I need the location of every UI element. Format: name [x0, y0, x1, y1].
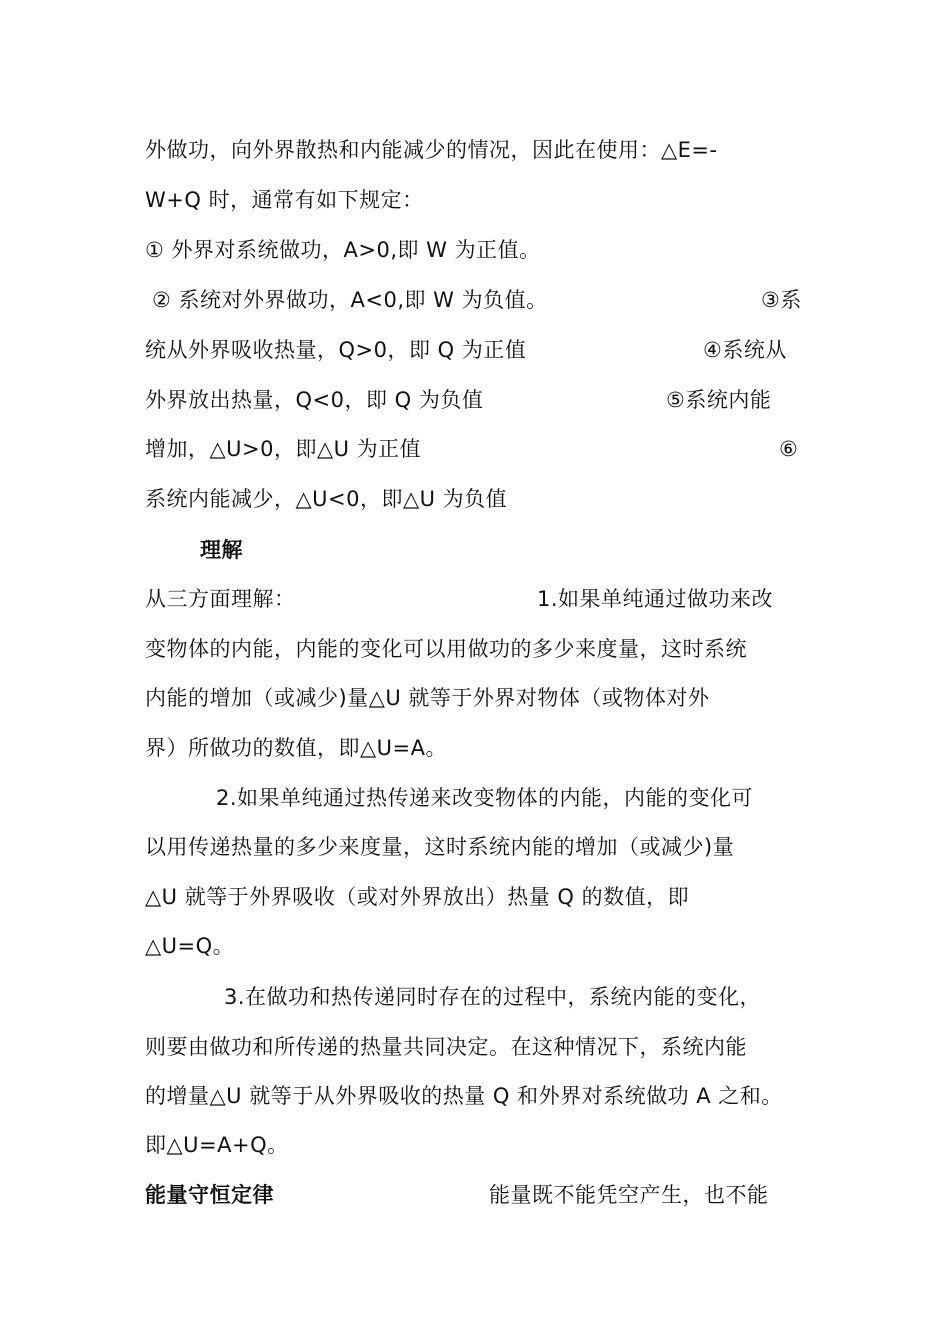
rule-item-4-cont: 外界放出热量，Q<0，即 Q 为负值: [145, 388, 484, 412]
text-line: △U=Q。: [145, 934, 235, 958]
rule-item-3-cont: 统从外界吸收热量，Q>0，即 Q 为正值: [145, 338, 527, 362]
rule-item-2: ② 系统对外界做功，A<0,即 W 为负值。: [152, 288, 548, 312]
text-line: W+Q 时，通常有如下规定：: [145, 188, 424, 212]
point-2-start: 2.如果单纯通过热传递来改变物体的内能，内能的变化可: [216, 786, 754, 810]
text-line: 以用传递热量的多少来度量，这时系统内能的增加（或减少)量: [145, 835, 735, 859]
text-line: 的增量△U 就等于从外界吸收的热量 Q 和外界对系统做功 A 之和。: [145, 1084, 783, 1108]
section-heading-understanding: 理解: [200, 538, 243, 562]
text-line: 能量既不能凭空产生，也不能: [489, 1183, 769, 1207]
rule-item-6-cont: 系统内能减少，△U<0，即△U 为负值: [145, 487, 508, 511]
text-line: 则要由做功和所传递的热量共同决定。在这种情况下，系统内能: [145, 1035, 747, 1059]
text-line: 内能的增加（或减少)量△U 就等于外界对物体（或物体对外: [145, 686, 710, 710]
text-line: △U 就等于外界吸收（或对外界放出）热量 Q 的数值，即: [145, 885, 690, 909]
text-line: 变物体的内能，内能的变化可以用做功的多少来度量，这时系统: [145, 637, 747, 661]
text-line: 从三方面理解：: [145, 587, 296, 611]
section-heading-energy-conservation: 能量守恒定律: [145, 1183, 274, 1207]
rule-item-6-start: ⑥: [779, 437, 799, 461]
rule-item-5-cont: 增加，△U>0，即△U 为正值: [145, 437, 422, 461]
text-line: 界）所做功的数值，即△U=A。: [145, 736, 447, 760]
rule-item-5-start: ⑤系统内能: [666, 388, 772, 412]
text-line: 即△U=A+Q。: [145, 1133, 289, 1157]
point-1-start: 1.如果单纯通过做功来改: [537, 587, 774, 611]
rule-item-4-start: ④系统从: [703, 338, 787, 362]
rule-item-1: ① 外界对系统做功，A>0,即 W 为正值。: [145, 238, 541, 262]
point-3-start: 3.在做功和热传递同时存在的过程中，系统内能的变化，: [224, 985, 762, 1009]
text-line: 外做功，向外界散热和内能减少的情况，因此在使用：△E=-: [145, 138, 718, 162]
rule-item-3-start: ③系: [761, 288, 802, 312]
